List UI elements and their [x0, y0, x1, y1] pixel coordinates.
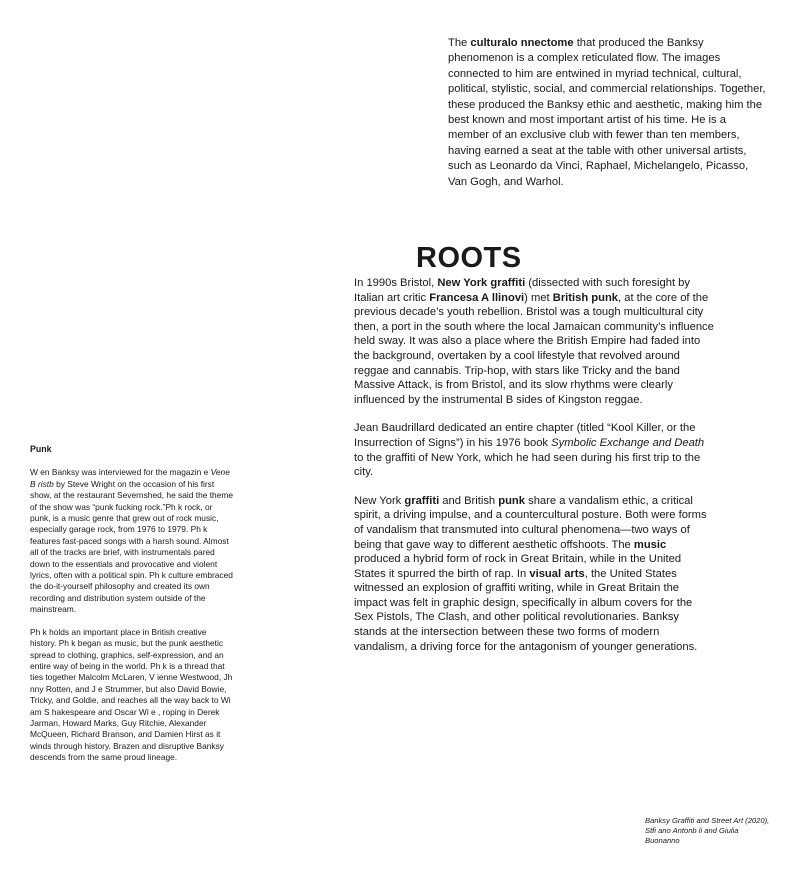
text-run: , the United States witnessed an explosion of graffiti writing, while in Great Britain the impact was felt in graphic design, specifically in album covers for the Sex Pistols, The Clash, and other political revolutionaries. Banksy stands at the intersection between these two forms of modern vandalism, a driving force for the antagonism of younger generations.	[354, 567, 698, 653]
intro-lead-bold: culturalo nnectome	[470, 37, 574, 49]
bold-run: punk	[498, 494, 525, 507]
intro-lead: The	[448, 37, 471, 49]
text-run: New York	[354, 494, 405, 507]
bold-run: music	[633, 538, 667, 551]
text-run: In 1990s Bristol,	[354, 277, 438, 289]
sidebar-title: Punk	[30, 444, 52, 454]
intro-paragraph	[448, 36, 768, 204]
bold-run: graffiti	[404, 494, 440, 507]
roots-paragraph-3	[354, 494, 714, 655]
roots-heading: ROOTS	[416, 242, 522, 274]
punk-sidebar	[30, 444, 235, 775]
intro-rest: that produced the Banksy phenomenon is a complex reticulated flow. The images connected to him are entwined in myriad technical, cultural, political, stylistic, social, and commercial relationships. Together, these produced the Banksy ethic and aesthetic, making him the best known and most important artist of his time. He is a member of an exclusive club with fewer than ten members, having earned a seat at the table with other universal artists, such as Leonardo da Vinci, Raphael, Michelangelo, Picasso, Van Gogh, and Warhol.	[448, 37, 766, 188]
caption-title: Banksy Graffiti and Street Art	[645, 816, 744, 825]
sidebar-paragraph-2: Ph k holds an important place in British creative history. Ph k began as music, but the punk aesthetic spread to clothing, graphics, self-expression, and an entire way of being in the world. Ph k is a thread that ties together Malcolm McLaren, V ienne Westwood, Jh nny Rotten, and J e Strummer, but also David Bowie, Tricky, and Goldie, and reaches all the way back to Wi am S hakespeare and Oscar Wi e , roping in Derek Jarman, Howard Marks, Guy Ritchie, Alexander McQueen, Richard Branson, and Damien Hirst as it winds through history. Brazen and disruptive Banksy descends from the same proud lineage.	[30, 626, 233, 763]
bold-run: visual arts	[529, 567, 585, 580]
italic-run: Vene B ristb	[30, 467, 230, 489]
text-run: by Steve Wright on the occasion of his first show, at the restaurant Severnshed, he said the theme of the show was “punk fucking rock.”Ph k rock, or punk, is a music genre that grew out of rock music, especially garage rock, from 1976 to 1979. Ph k features fast-paced songs with a harsh sound. Almost all of the tracks are brief, with instrumentals pared down to the essentials and provocative and violent lyrics, often with a political spin. Ph k culture embraced the do-it-yourself philosophy and created its own recording and distribution system outside of the mainstream.	[30, 478, 233, 615]
text-run: W en Banksy was interviewed for the magazin e	[30, 467, 211, 478]
bold-run: British punk	[552, 291, 619, 304]
text-run: produced a hybrid form of rock in Great Britain, while in the United States it spurred the birth of rap. In	[354, 553, 682, 580]
text-run: ) met	[524, 291, 553, 304]
bold-run: New York graffiti	[437, 277, 526, 289]
text-run: and British	[439, 494, 499, 507]
bold-run: Francesa A llinovi	[429, 291, 525, 304]
text-run: , at the core of the previous decade’s youth rebellion. Bristol was a tough multicultural city then, a port in the south where the local Jamaican community’s influence held sway. It was also a place where the British Empire had faded into the background, overtaken by a cool lifestyle that revolved around reggae and cannabis. Trip-hop, with stars like Tricky and the band Massive Attack, is from Bristol, and its slow rhythms were clearly influenced by the instrumental B sides of Kingston reggae.	[354, 291, 714, 406]
roots-paragraph-2	[354, 421, 714, 479]
text-run: share a vandalism ethic, a critical spirit, a driving impulse, and a countercultural posture. Both were forms of vandalism that transmuted into cultural phenomena—two ways of being that gave way to different aesthetic offshoots. The	[354, 494, 707, 551]
image-caption	[645, 816, 770, 846]
text-run: to the graffiti of New York, which he had seen during his first trip to the city.	[354, 451, 701, 479]
roots-paragraph-1	[354, 276, 714, 407]
italic-run: Symbolic Exchange and Death	[551, 436, 705, 449]
caption-credits: (2020), Stfi ano Antonb li and Giulia Buonanno	[645, 816, 770, 845]
text-run: (dissected with such foresight by Italian art critic	[354, 277, 690, 304]
text-run: Jean Baudrillard dedicated an entire chapter (titled “Kool Killer, or the Insurrection of Signs”) in his 1976 book	[354, 422, 696, 449]
sidebar-paragraph-1	[30, 467, 235, 615]
roots-body	[354, 276, 714, 668]
